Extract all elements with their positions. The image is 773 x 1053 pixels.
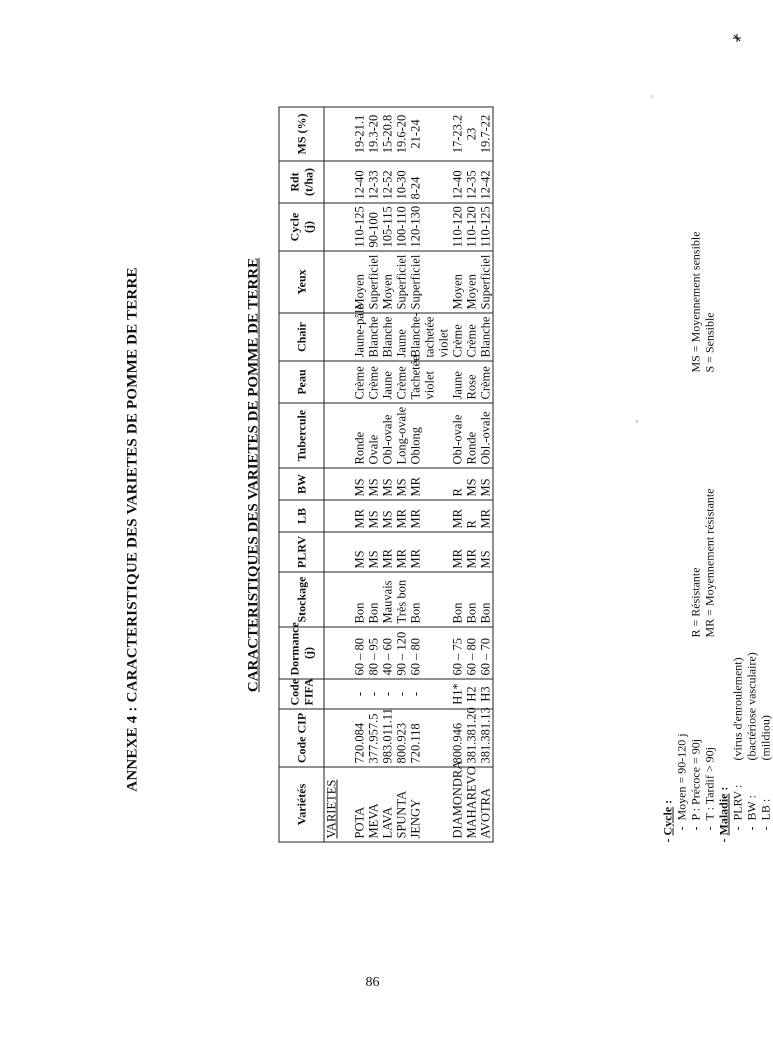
cell-lb: MR xyxy=(450,509,465,529)
cell-chair: Jaune xyxy=(394,329,409,358)
cell-variete: MEVA xyxy=(366,803,381,839)
cell-peau: Jaune xyxy=(450,371,465,400)
legend-cycle-maladie: - Cycle : - Moyen = 90-120 j - P : Précoce = 90j - T : Tardif > 90j - Maladie : - PLRV :(virus d'enroulement) - BW :(bactériose vasculaire) - LB :(mildiou) xyxy=(660,652,773,843)
header-code-cip: Code CIP xyxy=(279,709,324,767)
cell-plrv: MS xyxy=(352,550,367,569)
header-code-fifa: Code FIFA xyxy=(279,679,324,709)
header-dormance: Dormance (j) xyxy=(279,627,324,679)
header-chair: Chair xyxy=(279,313,324,361)
cell-stockage: Bon xyxy=(366,602,381,624)
legend-cycle-item: Moyen = 90-120 j xyxy=(674,733,689,821)
cell-chair: Jaune-pâle xyxy=(352,304,367,358)
col-chair xyxy=(324,304,493,361)
col-cycle xyxy=(324,203,493,251)
cell-cycle: 110-120 xyxy=(450,206,465,248)
cell-ms: 19.6-20 xyxy=(394,114,409,154)
cell-plrv: MR xyxy=(464,549,479,569)
cell-chair: Blanche- xyxy=(408,312,423,358)
col-peau xyxy=(324,355,493,403)
header-peau: Peau xyxy=(279,361,324,403)
page-number: 86 xyxy=(365,975,380,990)
cell-cycle: 90-100 xyxy=(366,212,381,248)
cell-code-fifa: H1* xyxy=(450,683,465,705)
cell-ms: 19.7-22 xyxy=(478,114,493,154)
cell-cycle: 110-125 xyxy=(352,206,367,248)
cell-ms: 23 xyxy=(464,127,479,141)
header-tubercule: Tubercule xyxy=(279,403,324,468)
col-dormance xyxy=(324,627,493,679)
cell-peau: Jaune xyxy=(380,371,395,400)
cell-code-fifa: - xyxy=(408,691,423,697)
legend-sensitivity xyxy=(689,231,717,372)
cell-cycle: 120-130 xyxy=(408,205,423,248)
group-label: VARIETES xyxy=(324,779,339,839)
cell-peau: Crème xyxy=(394,366,409,400)
cell-dormance: 60 – 80 xyxy=(352,638,367,676)
cell-chair: violet xyxy=(436,329,451,358)
cell-peau: Tachetée xyxy=(408,355,423,400)
cell-cycle: 110-125 xyxy=(478,206,493,248)
cell-ms: 19.3-20 xyxy=(366,114,381,154)
cell-peau: Rose xyxy=(464,374,479,400)
legend-maladie-desc: (virus d'enroulement) xyxy=(730,657,745,761)
cell-yeux: Superficiel xyxy=(394,254,409,310)
cell-chair: Crème xyxy=(464,324,479,358)
cell-yeux: Superficiel xyxy=(366,254,381,310)
cell-chair: Crème xyxy=(450,324,465,358)
cell-ms: 15-20.8 xyxy=(380,114,395,154)
rotated-table-block xyxy=(245,108,773,843)
cell-code-cip: 377.957.5 xyxy=(366,713,381,764)
cell-dormance: 40 – 60 xyxy=(380,638,395,676)
cell-variete: SPUNTA xyxy=(394,790,409,839)
header-yeux: Yeux xyxy=(279,251,324,313)
cell-rdt: 12-40 xyxy=(450,170,465,200)
cell-ms: 21-24 xyxy=(408,119,423,149)
cell-variete: JENGY xyxy=(408,798,423,839)
cell-lb: MR xyxy=(394,509,409,529)
cell-yeux: Moyen xyxy=(450,274,465,310)
cell-tubercule: Long-ovale xyxy=(394,406,409,465)
cell-stockage: Bon xyxy=(408,602,423,624)
cell-bw: R xyxy=(450,488,465,497)
cell-tubercule: Obl-ovale xyxy=(450,414,465,465)
col-tubercule xyxy=(324,403,493,468)
legend-maladie-desc: (mildiou) xyxy=(758,715,773,761)
cell-rdt: 10-30 xyxy=(394,170,409,200)
cell-dormance: 60 – 80 xyxy=(464,638,479,676)
cell-variete: POTA xyxy=(352,806,367,839)
cell-yeux: Moyen xyxy=(380,274,395,310)
cell-chair: tachetée xyxy=(422,316,437,358)
cell-plrv: MR xyxy=(394,549,409,569)
table-header-row xyxy=(279,107,324,842)
cell-plrv: MR xyxy=(450,549,465,569)
cell-tubercule: Oblong xyxy=(408,427,423,465)
col-stockage xyxy=(324,572,493,627)
cell-bw: MS xyxy=(394,478,409,497)
cell-cycle: 100-110 xyxy=(394,206,409,248)
cell-lb: MS xyxy=(366,510,381,529)
cell-lb: MR xyxy=(352,509,367,529)
legend-resistance-item: MR = Moyennement résistante xyxy=(702,488,717,638)
header-cycle: Cycle (j) xyxy=(279,203,324,251)
cell-variete: LAVA xyxy=(380,807,395,839)
cell-code-fifa: - xyxy=(380,691,395,697)
legend-cycle-title: Cycle xyxy=(660,806,675,836)
cell-lb: MR xyxy=(408,509,423,529)
header-varietes: Variétés xyxy=(279,767,324,842)
legend xyxy=(660,108,773,843)
cell-plrv: MS xyxy=(478,550,493,569)
legend-maladie-code: LB : xyxy=(758,798,773,821)
cell-stockage: Bon xyxy=(478,602,493,624)
asterisk-mark-icon xyxy=(727,33,747,43)
legend-cycle-item: T : Tardif > 90j xyxy=(702,747,717,821)
cell-bw: MS xyxy=(380,478,395,497)
cell-ms: 19-21.1 xyxy=(352,114,367,154)
cell-code-fifa: - xyxy=(366,691,381,697)
col-code-cip xyxy=(324,709,493,767)
annex-title: ANNEXE 4 : CARACTERISTIQUE DES VARIETES DE POMME DE TERRE xyxy=(124,267,141,792)
cell-peau: Crème xyxy=(478,366,493,400)
cell-code-cip: 381.381.20 xyxy=(464,707,479,764)
cell-code-cip: 983.011.11 xyxy=(380,708,395,764)
cell-bw: MS xyxy=(478,478,493,497)
legend-sensitivity-item: S = Sensible xyxy=(702,312,717,373)
legend-resistance xyxy=(689,488,717,637)
cell-code-fifa: - xyxy=(352,691,367,697)
cell-stockage: Mauvais xyxy=(380,580,395,624)
cell-plrv: MR xyxy=(380,549,395,569)
cell-ms: 17-23.2 xyxy=(450,114,465,154)
col-yeux xyxy=(324,251,493,313)
cell-dormance: 60 – 70 xyxy=(478,638,493,676)
cell-chair: Blanche xyxy=(478,316,493,358)
cell-chair: Blanche xyxy=(366,316,381,358)
legend-sensitivity-item: MS = Moyennement sensible xyxy=(688,231,703,373)
cell-code-cip: 381.381.13 xyxy=(478,707,493,764)
scan-speck xyxy=(650,95,653,99)
cell-tubercule: Obl-ovale xyxy=(380,414,395,465)
cell-cycle: 110-120 xyxy=(464,206,479,248)
cell-chair: Blanche xyxy=(380,316,395,358)
cell-bw: MR xyxy=(408,477,423,497)
cell-bw: MS xyxy=(366,478,381,497)
cell-yeux: Superficiel xyxy=(408,254,423,310)
varieties-table xyxy=(279,107,494,843)
legend-maladie-title: Maladie xyxy=(716,793,731,836)
cell-stockage: Bon xyxy=(450,602,465,624)
legend-maladie-desc: (bactériose vasculaire) xyxy=(744,652,759,761)
legend-maladie-code: BW : xyxy=(744,795,759,821)
cell-tubercule: Obl.-ovale xyxy=(478,411,493,465)
cell-rdt: 12-35 xyxy=(464,170,479,200)
cell-lb: MR xyxy=(478,509,493,529)
cell-lb: R xyxy=(464,520,479,529)
cell-variete: DIAMONDRA xyxy=(450,760,465,839)
cell-rdt: 12-40 xyxy=(352,170,367,200)
col-varietes xyxy=(324,760,493,842)
col-rdt xyxy=(324,161,493,203)
header-plrv: PLRV xyxy=(279,532,324,572)
cell-code-fifa: H3 xyxy=(478,686,493,702)
header-bw: BW xyxy=(279,468,324,500)
header-lb: LB xyxy=(279,500,324,532)
cell-code-cip: 800.946 xyxy=(450,722,465,764)
header-stockage: Stockage xyxy=(279,572,324,627)
col-lb xyxy=(324,500,493,532)
cell-dormance: 60 – 80 xyxy=(408,638,423,676)
cell-variete: MAHAREVO xyxy=(464,766,479,839)
cell-tubercule: Ronde xyxy=(464,431,479,465)
legend-maladie-code: PLRV : xyxy=(730,784,745,821)
cell-peau: Crème xyxy=(352,366,367,400)
col-bw xyxy=(324,468,493,500)
cell-yeux: Moyen xyxy=(464,274,479,310)
cell-peau: violet xyxy=(422,371,437,400)
cell-lb: MS xyxy=(380,510,395,529)
cell-variete: AVOTRA xyxy=(478,788,493,839)
header-rdt: Rdt (t/ha) xyxy=(279,161,324,203)
cell-yeux: Superficiel xyxy=(478,254,493,310)
cell-yeux: Moyen xyxy=(352,274,367,310)
cell-code-cip: 720.084 xyxy=(352,722,367,764)
cell-stockage: Très bon xyxy=(394,579,409,624)
cell-code-cip: 800.923 xyxy=(394,722,409,764)
col-code-fifa xyxy=(324,679,493,709)
cell-code-fifa: H2 xyxy=(464,686,479,702)
legend-cycle-item: P : Précoce = 90j xyxy=(688,738,703,821)
col-ms xyxy=(324,107,493,161)
cell-tubercule: Ovale xyxy=(366,434,381,465)
cell-peau: Crème xyxy=(366,366,381,400)
legend-resistance-item: R = Résistante xyxy=(688,567,703,638)
cell-plrv: MR xyxy=(408,549,423,569)
cell-stockage: Bon xyxy=(464,602,479,624)
col-plrv xyxy=(324,532,493,572)
table-body-row xyxy=(324,107,493,842)
cell-tubercule: Ronde xyxy=(352,431,367,465)
cell-rdt: 12-52 xyxy=(380,170,395,200)
cell-dormance: 60 – 75 xyxy=(450,638,465,676)
cell-bw: MS xyxy=(464,478,479,497)
table-title: CARACTERISTIQUES DES VARIETES DE POMME DE TERRE xyxy=(245,257,262,693)
cell-plrv: MS xyxy=(366,550,381,569)
cell-rdt: 12-33 xyxy=(366,170,381,200)
header-ms: MS (%) xyxy=(279,107,324,161)
cell-rdt: 12-42 xyxy=(478,170,493,200)
scan-speck xyxy=(636,420,638,423)
cell-bw: MS xyxy=(352,478,367,497)
cell-code-cip: 720.118 xyxy=(408,723,423,764)
cell-rdt: 8-24 xyxy=(408,176,423,200)
cell-dormance: 90 – 120 xyxy=(394,631,409,676)
cell-dormance: 80 – 95 xyxy=(366,638,381,676)
cell-code-fifa: - xyxy=(394,691,409,697)
cell-stockage: Bon xyxy=(352,602,367,624)
cell-cycle: 105-115 xyxy=(380,206,395,248)
